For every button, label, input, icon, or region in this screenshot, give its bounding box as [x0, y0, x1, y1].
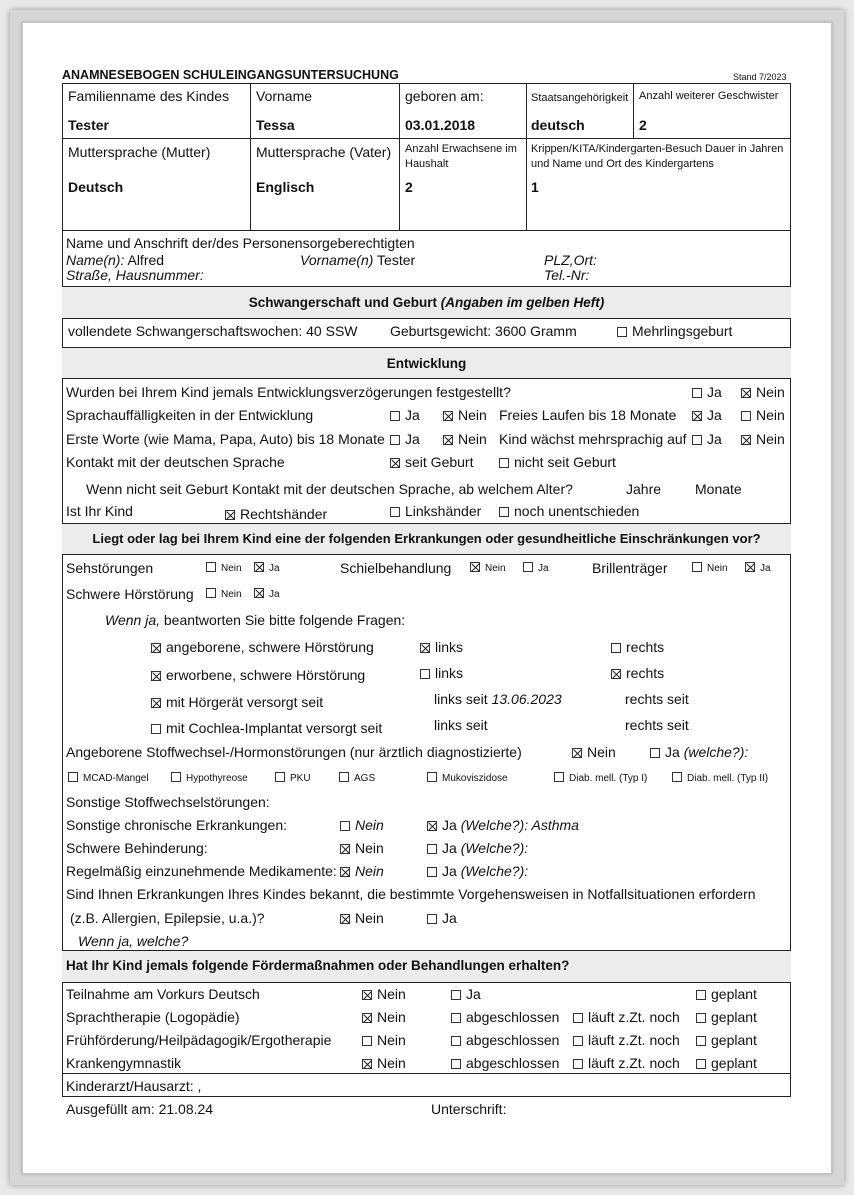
checkbox-empty[interactable] [692, 388, 702, 398]
checkbox-checked[interactable] [362, 1059, 372, 1069]
checkbox-empty[interactable] [427, 914, 437, 924]
multilingual-nein[interactable]: Nein [741, 431, 785, 447]
checkbox-empty[interactable] [573, 1013, 583, 1023]
metabolic-mcad[interactable]: MCAD-Mangel [68, 772, 149, 784]
guardian-name: Name(n): Alfred [66, 252, 165, 268]
metabolic-nein[interactable]: Nein [572, 744, 616, 760]
checkbox-empty[interactable] [390, 507, 400, 517]
severe-disability: Schwere Behinderung: [66, 840, 208, 856]
medication-ja[interactable]: Ja (Welche?): [427, 863, 528, 879]
q-speech: Sprachauffälligkeiten in der Entwicklung [66, 407, 314, 423]
chronic-nein[interactable]: Nein [340, 817, 384, 833]
checkbox-empty[interactable] [696, 1013, 706, 1023]
squint-nein[interactable]: Nein [470, 562, 506, 574]
guardian-street-label: Straße, Hausnummer: [66, 267, 204, 283]
checkbox-empty[interactable] [275, 772, 285, 782]
checkbox-empty[interactable] [420, 669, 430, 679]
nationality-value[interactable]: deutsch [531, 117, 585, 133]
delay-ja[interactable]: Ja [692, 384, 722, 400]
checkbox-empty[interactable] [696, 1036, 706, 1046]
checkbox-checked[interactable] [427, 821, 437, 831]
chronic-ja[interactable]: Ja (Welche?): Asthma [427, 817, 579, 833]
q-handedness: Ist Ihr Kind [66, 503, 133, 519]
checkbox-empty[interactable] [206, 588, 216, 598]
checkbox-empty[interactable] [451, 1036, 461, 1046]
metabolic-diab-2[interactable]: Diab. mell. (Typ II) [672, 772, 768, 784]
metabolic-pku[interactable]: PKU [275, 772, 311, 784]
illness-section-title: Liegt oder lag bei Ihrem Kind eine der folgenden Erkrankungen oder gesundheitliche Einschränkungen vor? [92, 531, 761, 546]
disability-ja[interactable]: Ja (Welche?): [427, 840, 528, 856]
contact-since-birth[interactable]: seit Geburt [390, 454, 473, 470]
birth-date-value[interactable]: 03.01.2018 [405, 117, 476, 133]
family-name-value[interactable]: Tester [68, 117, 109, 133]
cochlea-implant[interactable]: mit Cochlea-Implantat versorgt seit [151, 720, 382, 736]
checkbox-checked[interactable] [741, 435, 751, 445]
mother-language-value[interactable]: Deutsch [68, 179, 124, 195]
kita-value[interactable]: 1 [531, 179, 539, 195]
contact-not-since-birth[interactable]: nicht seit Geburt [499, 454, 616, 470]
logo-nein[interactable]: Nein [362, 1009, 406, 1025]
checkbox-empty[interactable] [741, 411, 751, 421]
hearing-nein[interactable]: Nein [206, 588, 242, 600]
checkbox-checked[interactable] [340, 914, 350, 924]
congenital-left[interactable]: links [420, 639, 463, 655]
words-nein[interactable]: Nein [443, 431, 487, 447]
form-version: Stand 7/2023 [733, 72, 787, 82]
emergency-question: Sind Ihnen Erkrankungen Ihres Kindes bekannt, die bestimmte Vorgehensweisen in Notfallsituationen erfordern [66, 886, 756, 902]
checkbox-empty[interactable] [68, 772, 78, 782]
disability-nein[interactable]: Nein [340, 840, 384, 856]
guardian-plz-label: PLZ,Ort: [544, 252, 597, 268]
checkbox-empty[interactable] [499, 458, 509, 468]
checkbox-empty[interactable] [206, 562, 216, 572]
walking-ja[interactable]: Ja [692, 407, 722, 423]
checkbox-empty[interactable] [672, 772, 682, 782]
hearing-aid[interactable]: mit Hörgerät versorgt seit [151, 694, 323, 710]
guardian-phone-label: Tel.-Nr: [544, 267, 590, 283]
checkbox-empty[interactable] [362, 1036, 372, 1046]
checkbox-empty[interactable] [451, 1059, 461, 1069]
therapy-fruehfoerderung: Frühförderung/Heilpädagogik/Ergotherapie [66, 1032, 332, 1048]
checkbox-empty[interactable] [340, 821, 350, 831]
family-name-label: Familienname des Kindes [68, 88, 230, 104]
acquired-hearing[interactable]: erworbene, schwere Hörstörung [151, 667, 365, 683]
therapy-section-title: Hat Ihr Kind jemals folgende Fördermaßnahmen oder Behandlungen erhalten? [66, 958, 570, 973]
father-language-label: Muttersprache (Vater) [256, 144, 392, 160]
pregnancy-weeks: vollendete Schwangerschaftswochen: 40 SSW [68, 323, 358, 339]
checkbox-empty[interactable] [499, 507, 509, 517]
kg-nein[interactable]: Nein [362, 1055, 406, 1071]
left-handed-option[interactable]: Linkshänder [390, 503, 481, 519]
checkbox-empty[interactable] [696, 990, 706, 1000]
checkbox-empty[interactable] [151, 724, 161, 734]
acquired-right[interactable]: rechts [611, 665, 664, 681]
pediatrician: Kinderarzt/Hausarzt: , [66, 1078, 202, 1094]
mother-language-label: Muttersprache (Mutter) [68, 144, 211, 160]
checkbox-checked[interactable] [420, 643, 430, 653]
checkbox-empty[interactable] [696, 1059, 706, 1069]
checkbox-checked[interactable] [151, 671, 161, 681]
checkbox-checked[interactable] [340, 867, 350, 877]
q-contact-age: Wenn nicht seit Geburt Kontakt mit der deutschen Sprache, ab welchem Alter? [86, 481, 573, 497]
hearing-ja[interactable]: Ja [254, 588, 280, 600]
guardian-title: Name und Anschrift der/des Personensorgeberechtigten [66, 235, 415, 251]
siblings-label: Anzahl weiterer Geschwister [639, 90, 779, 102]
checkbox-checked[interactable] [254, 588, 264, 598]
acquired-left[interactable]: links [420, 665, 463, 681]
q-german-contact: Kontakt mit der deutschen Sprache [66, 454, 285, 470]
checkbox-checked[interactable] [362, 990, 372, 1000]
vorkurs-nein[interactable]: Nein [362, 986, 406, 1002]
birth-date-label: geboren am: [405, 88, 484, 104]
checkbox-empty[interactable] [692, 435, 702, 445]
glasses-wearer: Brillenträger [592, 560, 668, 576]
hearing-aid-left: links seit 13.06.2023 [434, 691, 562, 707]
checkbox-empty[interactable] [692, 562, 702, 572]
checkbox-empty[interactable] [451, 990, 461, 1000]
adults-label-2: Haushalt [405, 158, 449, 170]
nationality-label: Staatsangehörigkeit [531, 92, 629, 104]
pregnancy-section-title: Schwangerschaft und Geburt (Angaben im gelben Heft) [248, 295, 605, 310]
metabolic-ja[interactable]: Ja (welche?): [650, 744, 748, 760]
filled-date: Ausgefüllt am: 21.08.24 [66, 1101, 214, 1117]
checkbox-empty[interactable] [554, 772, 564, 782]
emergency-ja[interactable]: Ja [427, 910, 457, 926]
kita-label-2: und Name und Ort des Kindergartens [531, 158, 714, 170]
logo-geplant[interactable]: geplant [696, 1009, 757, 1025]
checkbox-empty[interactable] [451, 1013, 461, 1023]
squint-ja[interactable]: Ja [523, 562, 549, 574]
checkbox-checked[interactable] [572, 748, 582, 758]
speech-ja[interactable]: Ja [390, 407, 420, 423]
logo-abgeschlossen[interactable]: abgeschlossen [451, 1009, 559, 1025]
words-ja[interactable]: Ja [390, 431, 420, 447]
guardian-first-name: Vorname(n) Tester [300, 252, 416, 268]
kg-geplant[interactable]: geplant [696, 1055, 757, 1071]
metabolic-diab-1[interactable]: Diab. mell. (Typ I) [554, 772, 647, 784]
therapy-vorkurs: Teilnahme am Vorkurs Deutsch [66, 986, 260, 1002]
checkbox-checked[interactable] [390, 458, 400, 468]
checkbox-empty[interactable] [523, 562, 533, 572]
speech-nein[interactable]: Nein [443, 407, 487, 423]
logo-laeuft[interactable]: läuft z.Zt. noch [573, 1009, 680, 1025]
checkbox-checked[interactable] [362, 1013, 372, 1023]
years-label: Jahre [626, 481, 662, 497]
checkbox-empty[interactable] [427, 867, 437, 877]
glasses-ja[interactable]: Ja [745, 562, 771, 574]
checkbox-empty[interactable] [573, 1059, 583, 1069]
checkbox-checked[interactable] [151, 643, 161, 653]
frueh-geplant[interactable]: geplant [696, 1032, 757, 1048]
checkbox-checked[interactable] [692, 411, 702, 421]
vision-disorders: Sehstörungen [66, 560, 154, 576]
squint-treatment: Schielbehandlung [340, 560, 452, 576]
walking-nein[interactable]: Nein [741, 407, 785, 423]
checkbox-checked[interactable] [254, 562, 264, 572]
checkbox-empty[interactable] [427, 844, 437, 854]
kita-label: Krippen/KITA/Kindergarten-Besuch Dauer in Jahren [531, 143, 784, 155]
chronic-illness: Sonstige chronische Erkrankungen: [66, 817, 288, 833]
checkbox-checked[interactable] [443, 435, 453, 445]
glasses-nein[interactable]: Nein [692, 562, 728, 574]
q-multilingual: Kind wächst mehrsprachig auf [499, 431, 687, 447]
checkbox-empty[interactable] [390, 411, 400, 421]
cochlea-right: rechts seit [625, 717, 689, 733]
therapy-krankengymnastik: Krankengymnastik [66, 1055, 182, 1071]
checkbox-empty[interactable] [390, 435, 400, 445]
checkbox-checked[interactable] [151, 698, 161, 708]
vorkurs-ja[interactable]: Ja [451, 986, 481, 1002]
cochlea-left: links seit [434, 717, 488, 733]
kg-laeuft[interactable]: läuft z.Zt. noch [573, 1055, 680, 1071]
q-walking: Freies Laufen bis 18 Monate [499, 407, 677, 423]
emergency-which: Wenn ja, welche? [78, 933, 189, 949]
hearing-aid-right: rechts seit [625, 691, 689, 707]
checkbox-checked[interactable] [611, 669, 621, 679]
checkbox-empty[interactable] [339, 772, 349, 782]
form-title: ANAMNESEBOGEN SCHULEINGANGSUNTERSUCHUNG [62, 68, 399, 82]
right-handed-option[interactable]: Rechtshänder [225, 506, 327, 522]
metabolic-disorders: Angeborene Stoffwechsel-/Hormonstörungen (nur ärztlich diagnostizierte) [66, 744, 522, 760]
adults-label: Anzahl Erwachsene im [405, 143, 517, 155]
checkbox-checked[interactable] [470, 562, 480, 572]
checkbox-empty[interactable] [171, 772, 181, 782]
siblings-value[interactable]: 2 [639, 117, 647, 133]
frueh-nein[interactable]: Nein [362, 1032, 406, 1048]
congenital-right[interactable]: rechts [611, 639, 664, 655]
medication-nein[interactable]: Nein [340, 863, 384, 879]
frueh-abgeschlossen[interactable]: abgeschlossen [451, 1032, 559, 1048]
multilingual-ja[interactable]: Ja [692, 431, 722, 447]
therapy-logopaedie: Sprachtherapie (Logopädie) [66, 1009, 240, 1025]
if-yes-instructions: Wenn ja, beantworten Sie bitte folgende Fragen: [105, 612, 406, 628]
q-first-words: Erste Worte (wie Mama, Papa, Auto) bis 18 Monate [66, 431, 385, 447]
congenital-hearing[interactable]: angeborene, schwere Hörstörung [151, 639, 374, 655]
checkbox-empty[interactable] [427, 772, 437, 782]
hearing-disorder: Schwere Hörstörung [66, 586, 194, 602]
development-section-title: Entwicklung [386, 356, 467, 371]
checkbox-empty[interactable] [650, 748, 660, 758]
metabolic-hypothyreose[interactable]: Hypothyreose [171, 772, 248, 784]
months-label: Monate [695, 481, 742, 497]
vision-ja[interactable]: Ja [254, 562, 280, 574]
delay-nein[interactable]: Nein [741, 384, 785, 400]
checkbox-checked[interactable] [741, 388, 751, 398]
first-name-label: Vorname [256, 88, 313, 104]
checkbox-checked[interactable] [225, 510, 235, 520]
birth-weight: Geburtsgewicht: 3600 Gramm [390, 323, 577, 339]
checkbox-empty[interactable] [611, 643, 621, 653]
kg-abgeschlossen[interactable]: abgeschlossen [451, 1055, 559, 1071]
vision-nein[interactable]: Nein [206, 562, 242, 574]
checkbox-checked[interactable] [443, 411, 453, 421]
frueh-laeuft[interactable]: läuft z.Zt. noch [573, 1032, 680, 1048]
first-name-value[interactable]: Tessa [256, 117, 295, 133]
checkbox-checked[interactable] [745, 562, 755, 572]
multiple-birth-option[interactable]: Mehrlingsgeburt [617, 323, 732, 339]
adults-value[interactable]: 2 [405, 179, 413, 195]
emergency-examples: (z.B. Allergien, Epilepsie, u.a.)? [70, 910, 265, 926]
q-development-delay: Wurden bei Ihrem Kind jemals Entwicklungsverzögerungen festgestellt? [66, 384, 511, 400]
metabolic-ags[interactable]: AGS [339, 772, 375, 784]
emergency-nein[interactable]: Nein [340, 910, 384, 926]
signature-label: Unterschrift: [431, 1101, 507, 1117]
checkbox-checked[interactable] [340, 844, 350, 854]
vorkurs-geplant[interactable]: geplant [696, 986, 757, 1002]
checkbox-empty[interactable] [573, 1036, 583, 1046]
metabolic-mukoviszidose[interactable]: Mukoviszidose [427, 772, 508, 784]
other-metabolic: Sonstige Stoffwechselstörungen: [66, 794, 270, 810]
medication: Regelmäßig einzunehmende Medikamente: [66, 863, 337, 879]
father-language-value[interactable]: Englisch [256, 179, 315, 195]
checkbox-empty[interactable] [617, 327, 627, 337]
undecided-option[interactable]: noch unentschieden [499, 503, 639, 519]
